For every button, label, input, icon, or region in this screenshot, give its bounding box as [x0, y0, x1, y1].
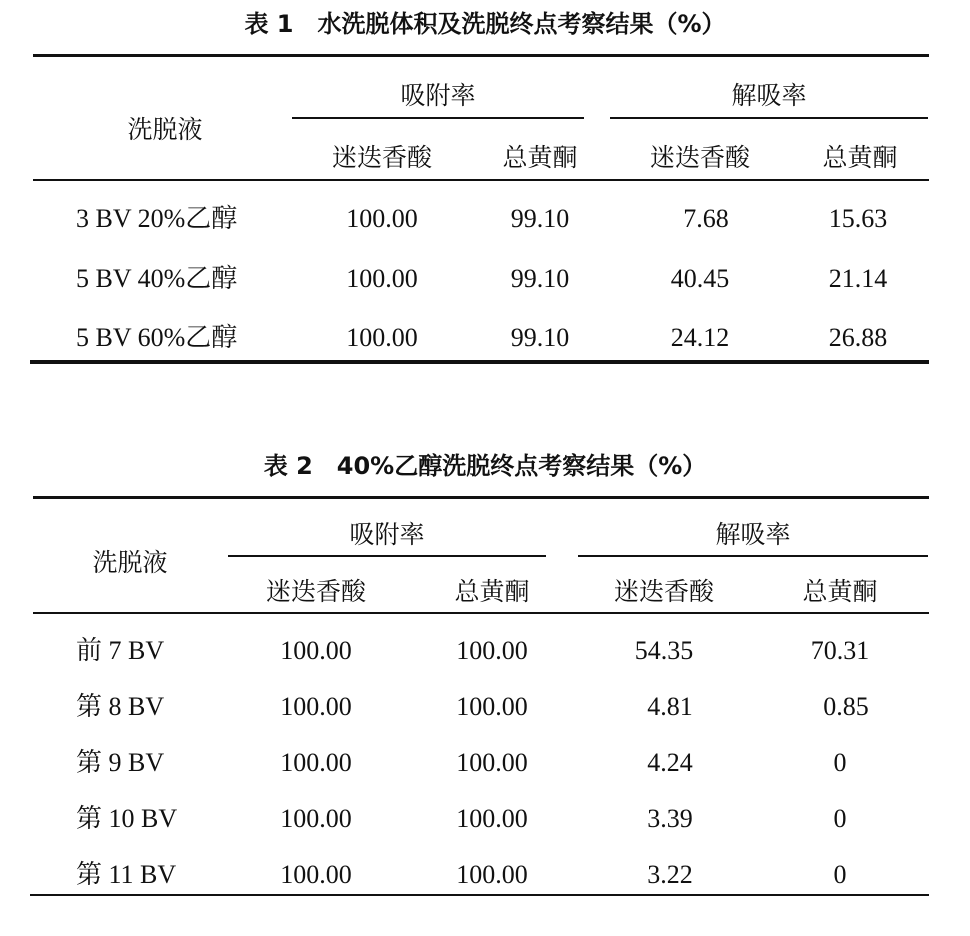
table2-sub-header: 迷迭香酸 — [613, 577, 714, 606]
table1-sub-header: 总黄酮 — [502, 143, 578, 172]
table1-group-rule-adsorption — [292, 117, 584, 119]
table1-group-adsorption: 吸附率 — [400, 81, 476, 110]
table2-group-adsorption: 吸附率 — [349, 520, 425, 549]
row-label: 第 10 BV — [76, 804, 178, 833]
table-cell: 100.00 — [456, 860, 528, 889]
table1-group-desorption: 解吸率 — [731, 81, 807, 110]
table-cell: 15.63 — [828, 204, 888, 233]
row-label: 第 9 BV — [76, 748, 165, 777]
table2-header-rule — [33, 612, 929, 614]
table2-bottom-rule — [30, 894, 929, 896]
table-cell: 100.00 — [280, 692, 352, 721]
table-cell: 99.10 — [510, 323, 570, 352]
table-cell: 26.88 — [828, 323, 888, 352]
table-cell: 100.00 — [280, 748, 352, 777]
table2-caption: 表 2 40%乙醇洗脱终点考察结果（%） — [263, 452, 707, 480]
table-cell: 54.35 — [634, 636, 694, 665]
table-cell: 100.00 — [280, 860, 352, 889]
table1-sub-header: 迷迭香酸 — [649, 143, 750, 172]
row-label: 5 BV 40%乙醇 — [76, 264, 238, 293]
table-cell: 4.24 — [647, 748, 693, 777]
table-cell: 3.22 — [647, 860, 693, 889]
table1-group-rule-desorption — [610, 117, 928, 119]
table-cell: 100.00 — [456, 692, 528, 721]
table-cell: 4.81 — [647, 692, 693, 721]
table1-caption: 表 1 水洗脱体积及洗脱终点考察结果（%） — [244, 10, 726, 38]
table-cell: 100.00 — [280, 636, 352, 665]
table-cell: 99.10 — [510, 264, 570, 293]
table-cell: 21.14 — [828, 264, 888, 293]
table-cell: 7.68 — [683, 204, 729, 233]
table2-row-header: 洗脱液 — [92, 548, 168, 577]
table2-group-desorption: 解吸率 — [715, 520, 791, 549]
table2-group-rule-adsorption — [228, 555, 546, 557]
table-cell: 0.85 — [823, 692, 869, 721]
table2-sub-header: 总黄酮 — [454, 577, 530, 606]
table1-sub-header: 迷迭香酸 — [331, 143, 432, 172]
table2-group-rule-desorption — [578, 555, 928, 557]
row-label: 第 8 BV — [76, 692, 165, 721]
table-cell: 99.10 — [510, 204, 570, 233]
row-label: 第 11 BV — [76, 860, 177, 889]
table-cell: 100.00 — [346, 323, 418, 352]
table-cell: 100.00 — [280, 804, 352, 833]
table-cell: 100.00 — [346, 264, 418, 293]
table2-sub-header: 总黄酮 — [802, 577, 878, 606]
table-cell: 100.00 — [456, 636, 528, 665]
row-label: 前 7 BV — [76, 636, 165, 665]
table1-bottom-rule — [30, 360, 929, 364]
table2-sub-header: 迷迭香酸 — [265, 577, 366, 606]
table-cell: 3.39 — [647, 804, 693, 833]
table-cell: 100.00 — [456, 804, 528, 833]
table-cell: 0 — [833, 748, 847, 777]
table-cell: 24.12 — [670, 323, 730, 352]
table1-sub-header: 总黄酮 — [822, 143, 898, 172]
table-cell: 70.31 — [810, 636, 870, 665]
table1-header-rule — [33, 179, 929, 181]
row-label: 5 BV 60%乙醇 — [76, 323, 238, 352]
table-cell: 40.45 — [670, 264, 730, 293]
table1-row-header: 洗脱液 — [127, 115, 203, 144]
table1-top-rule — [33, 54, 929, 57]
table-cell: 0 — [833, 804, 847, 833]
table2-top-rule — [33, 496, 929, 499]
table-cell: 0 — [833, 860, 847, 889]
row-label: 3 BV 20%乙醇 — [76, 204, 238, 233]
table-cell: 100.00 — [456, 748, 528, 777]
table-cell: 100.00 — [346, 204, 418, 233]
